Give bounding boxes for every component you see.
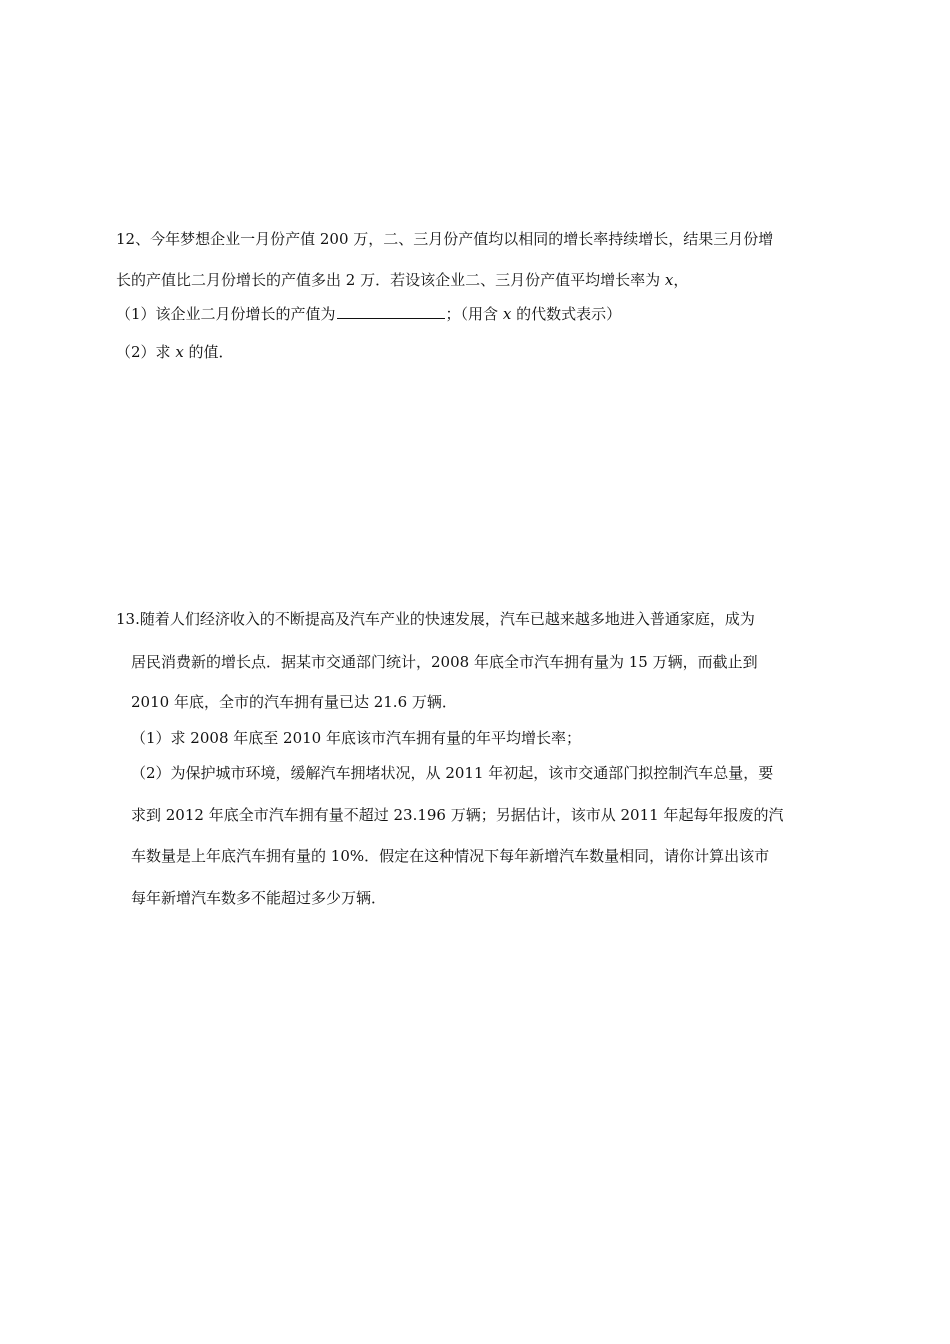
q12-line-2-end: ， bbox=[673, 271, 689, 289]
q13-part-2-line-1: （2）为保护城市环境，缓解汽车拥堵状况，从 2011 年初起，该市交通部门拟控制汽车总量，要 bbox=[131, 764, 774, 782]
q12-line-2-text: 长的产值比二月份增长的产值多出 2 万．若设该企业二、三月份产值平均增长率为 bbox=[116, 271, 665, 289]
q12-part-2-text: （2）求 bbox=[116, 343, 176, 361]
q13-line-3: 2010 年底，全市的汽车拥有量已达 21.6 万辆． bbox=[131, 693, 457, 711]
q13-part-2-line-2: 求到 2012 年底全市汽车拥有量不超过 23.196 万辆；另据估计，该市从 2011 年起每年报废的汽 bbox=[131, 806, 784, 824]
q12-part-1-variable-x: x bbox=[502, 305, 512, 323]
q12-part-2-variable-x: x bbox=[175, 343, 184, 361]
q12-part-2 bbox=[116, 342, 234, 362]
q13-line-2: 居民消费新的增长点．据某市交通部门统计，2008 年底全市汽车拥有量为 15 万辆，而截止到 bbox=[131, 653, 758, 671]
q13-part-2-line-4: 每年新增汽车数多不能超过多少万辆． bbox=[131, 889, 387, 907]
q12-part-1 bbox=[116, 304, 621, 324]
q12-part-2-end: 的值． bbox=[183, 343, 234, 361]
q12-part-1-hint: ；（用含 bbox=[445, 305, 503, 323]
q13-part-2-line-3: 车数量是上年底汽车拥有量的 10%．假定在这种情况下每年新增汽车数量相同，请你计算出该市 bbox=[131, 847, 770, 865]
answer-blank[interactable] bbox=[337, 304, 445, 319]
q13-line-1: 13.随着人们经济收入的不断提高及汽车产业的快速发展，汽车已越来越多地进入普通家庭，成为 bbox=[116, 610, 755, 628]
q12-line-2 bbox=[116, 270, 688, 290]
q12-part-1-hint-end: 的代数式表示） bbox=[511, 305, 622, 323]
q12-line-1: 12、今年梦想企业一月份产值 200 万，二、三月份产值均以相同的增长率持续增长，结果三月份增 bbox=[116, 230, 774, 248]
q12-part-1-text: （1）该企业二月份增长的产值为 bbox=[116, 305, 336, 323]
q12-variable-x: x bbox=[664, 271, 674, 289]
q13-part-1: （1）求 2008 年底至 2010 年底该市汽车拥有量的年平均增长率； bbox=[131, 729, 581, 747]
